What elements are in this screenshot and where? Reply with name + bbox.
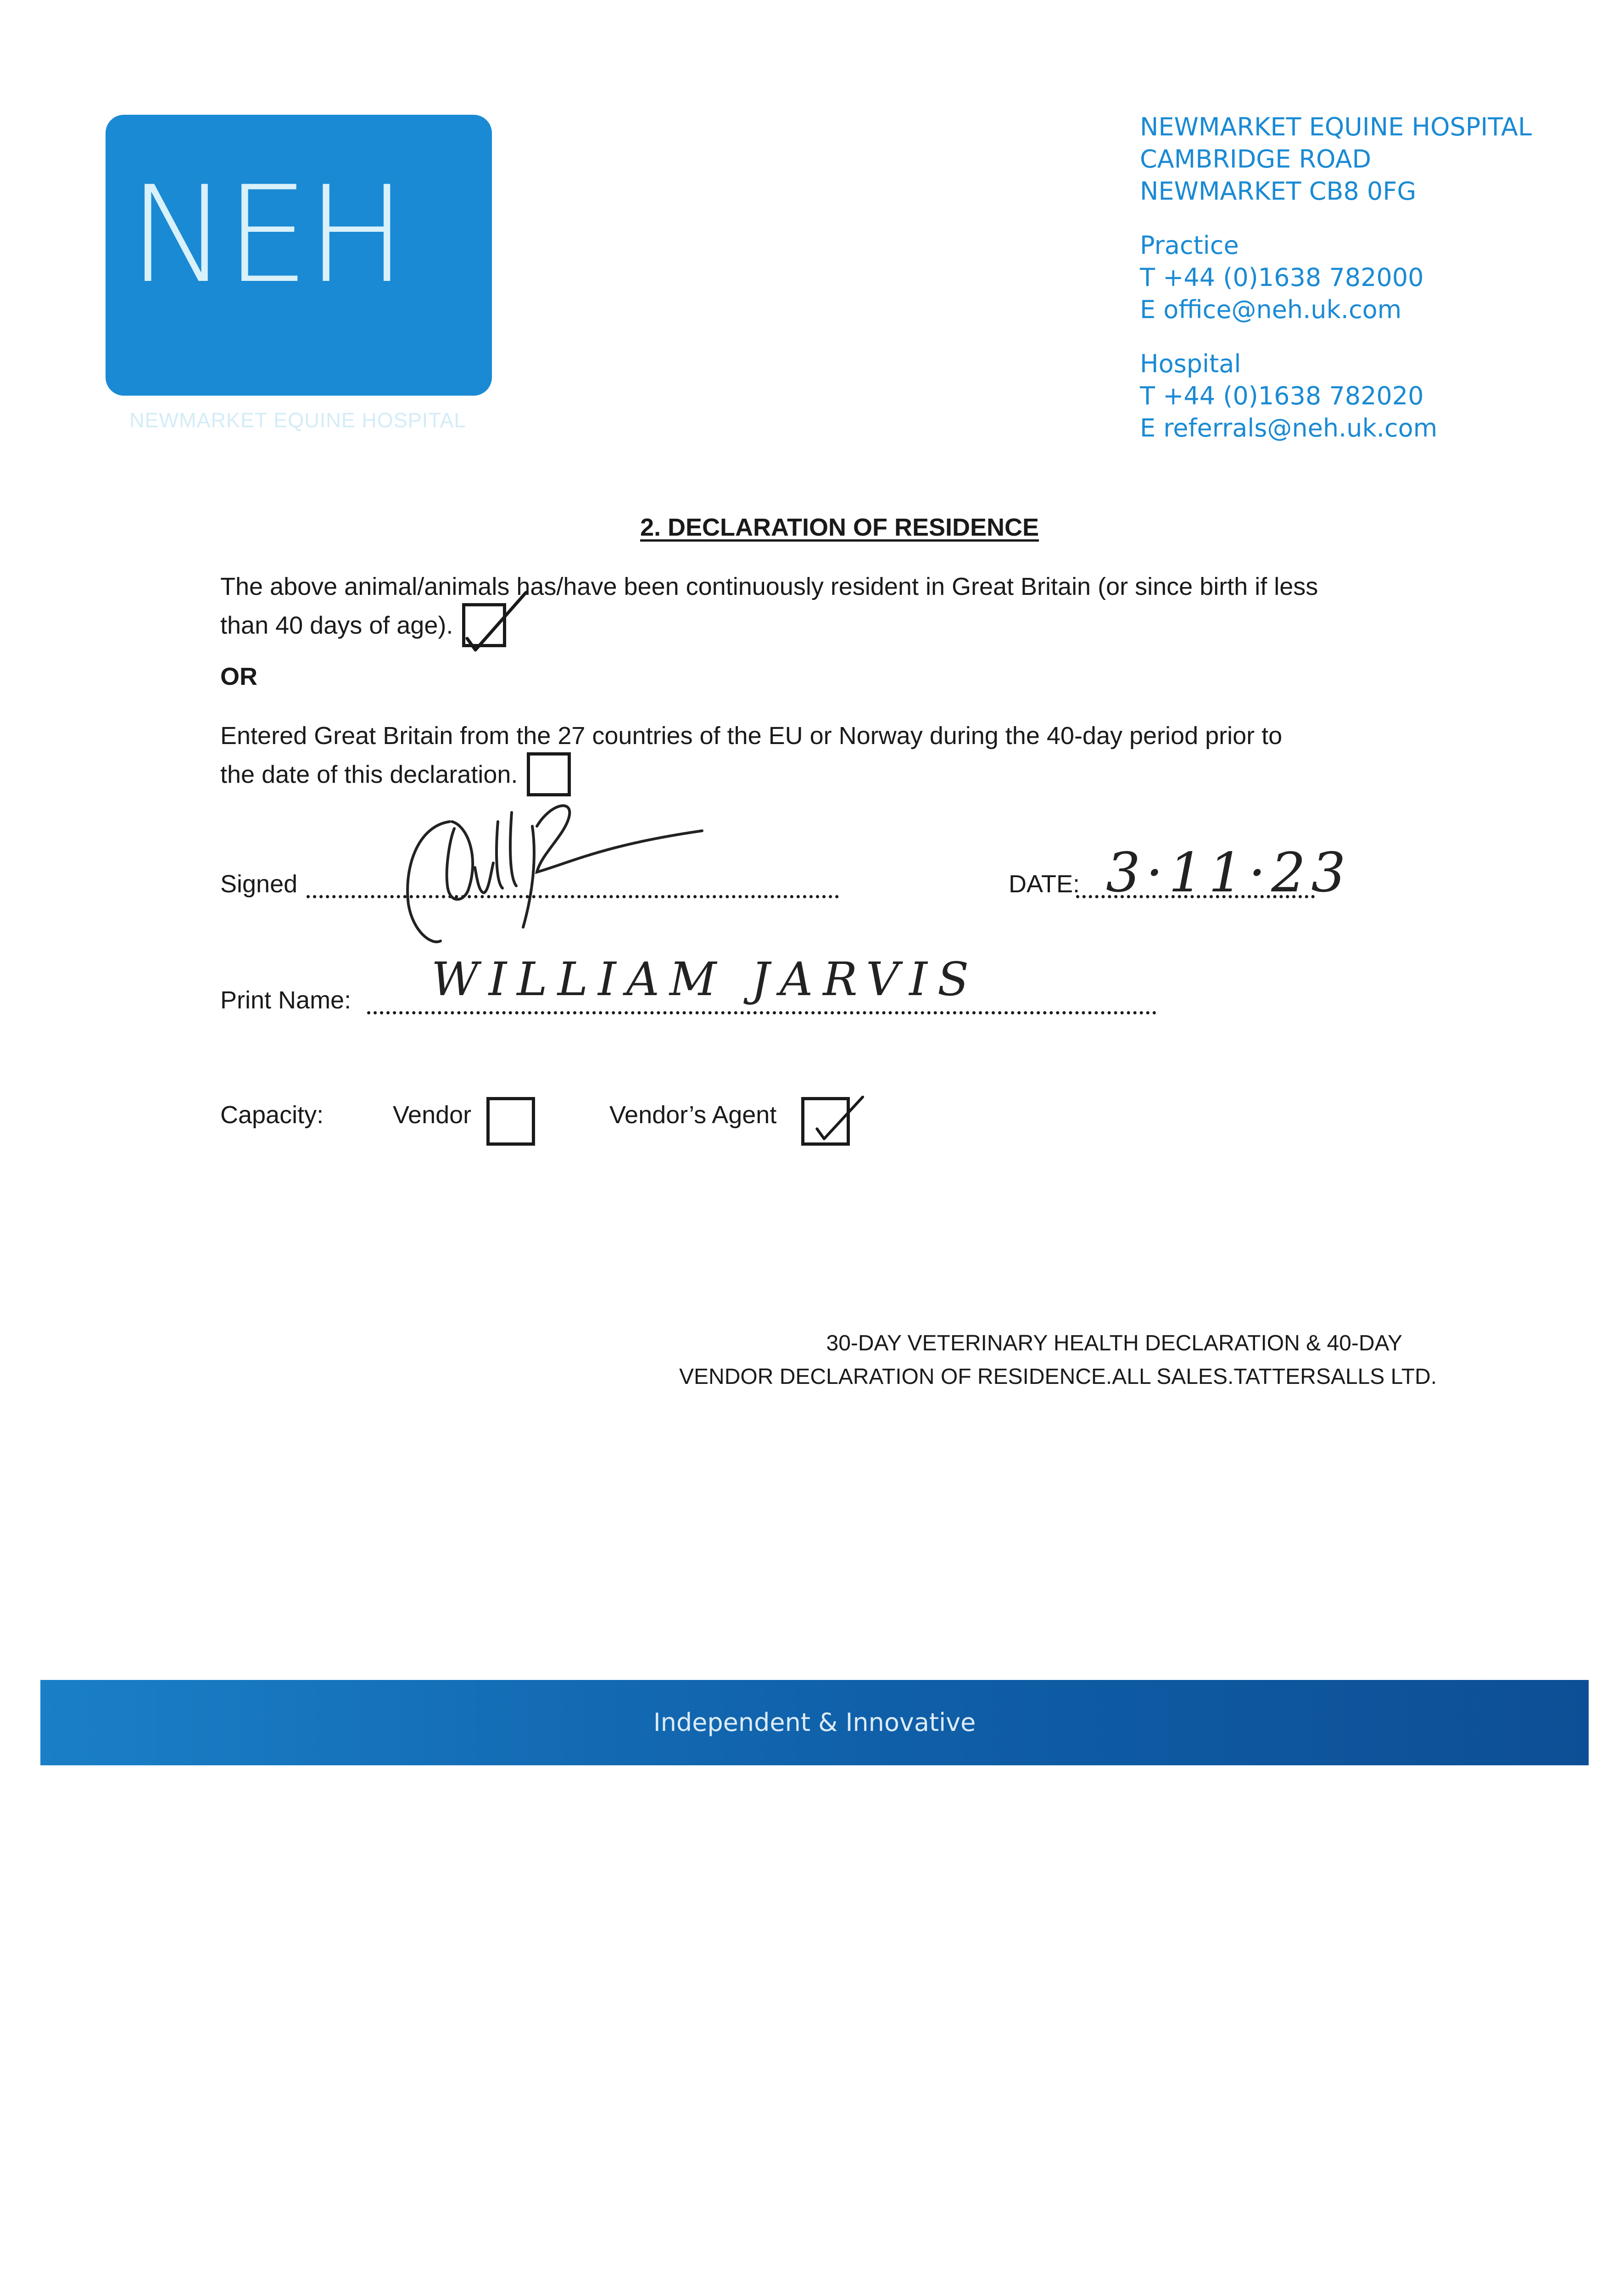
neh-logo [106, 115, 492, 432]
declaration-title: 2. DECLARATION OF RESIDENCE [640, 514, 1039, 541]
hospital-heading: Hospital [1140, 349, 1241, 378]
footer-banner [40, 1680, 1589, 1765]
print-name-value[interactable]: WILLIAM JARVIS [431, 952, 979, 1006]
resident-option [220, 568, 1432, 649]
address [1140, 111, 1571, 207]
entered-option-text: Entered Great Britain from the 27 countries of the EU or Norway during the 40-day period prior to [220, 722, 1283, 750]
date-label: DATE: [1009, 870, 1080, 898]
entered-option [220, 717, 1432, 798]
hospital-contact [1140, 348, 1571, 444]
resident-option-text: than 40 days of age). [220, 611, 453, 639]
print-name-line [367, 1011, 1156, 1014]
form-note-line: VENDOR DECLARATION OF RESIDENCE.ALL SALES.TATTERSALLS LTD. [679, 1365, 1437, 1389]
resident-option-text: The above animal/animals has/have been continuously resident in Great Britain (or since birth if less [220, 573, 1318, 600]
handwritten-signature[interactable] [399, 794, 720, 959]
capacity-label: Capacity: [220, 1101, 324, 1129]
vendors-agent-checkbox[interactable] [801, 1097, 850, 1146]
checkmark-icon [462, 588, 530, 657]
contact-block [1140, 111, 1571, 444]
or-label: OR [220, 663, 257, 690]
address-line: NEWMARKET CB8 0FG [1140, 177, 1417, 206]
resident-checkbox[interactable] [462, 603, 506, 647]
banner-tagline: Independent & Innovative [653, 1708, 976, 1737]
entered-checkbox[interactable] [527, 752, 571, 796]
vendor-label: Vendor [393, 1101, 472, 1129]
vendor-checkbox[interactable] [486, 1097, 535, 1146]
form-note-line: 30-DAY VETERINARY HEALTH DECLARATION & 40-DAY [826, 1331, 1402, 1355]
logo-mark: NEH [128, 158, 404, 313]
practice-heading: Practice [1140, 231, 1239, 260]
hospital-phone: T +44 (0)1638 782020 [1140, 381, 1424, 410]
checkmark-icon [809, 1091, 869, 1151]
print-name-label: Print Name: [220, 986, 352, 1014]
practice-email: E office@neh.uk.com [1140, 295, 1402, 324]
entered-option-text: the date of this declaration. [220, 761, 518, 789]
logo-subtitle: NEWMARKET EQUINE HOSPITAL [129, 409, 466, 432]
practice-phone: T +44 (0)1638 782000 [1140, 263, 1424, 292]
practice-contact [1140, 230, 1571, 326]
address-line: NEWMARKET EQUINE HOSPITAL [1140, 112, 1532, 141]
form-reference-note [679, 1327, 1437, 1394]
date-value[interactable]: 3·11·23 [1106, 841, 1351, 904]
address-line: CAMBRIDGE ROAD [1140, 145, 1372, 174]
hospital-email: E referrals@neh.uk.com [1140, 414, 1438, 442]
signed-label: Signed [220, 870, 298, 898]
vendors-agent-label: Vendor’s Agent [609, 1101, 777, 1129]
